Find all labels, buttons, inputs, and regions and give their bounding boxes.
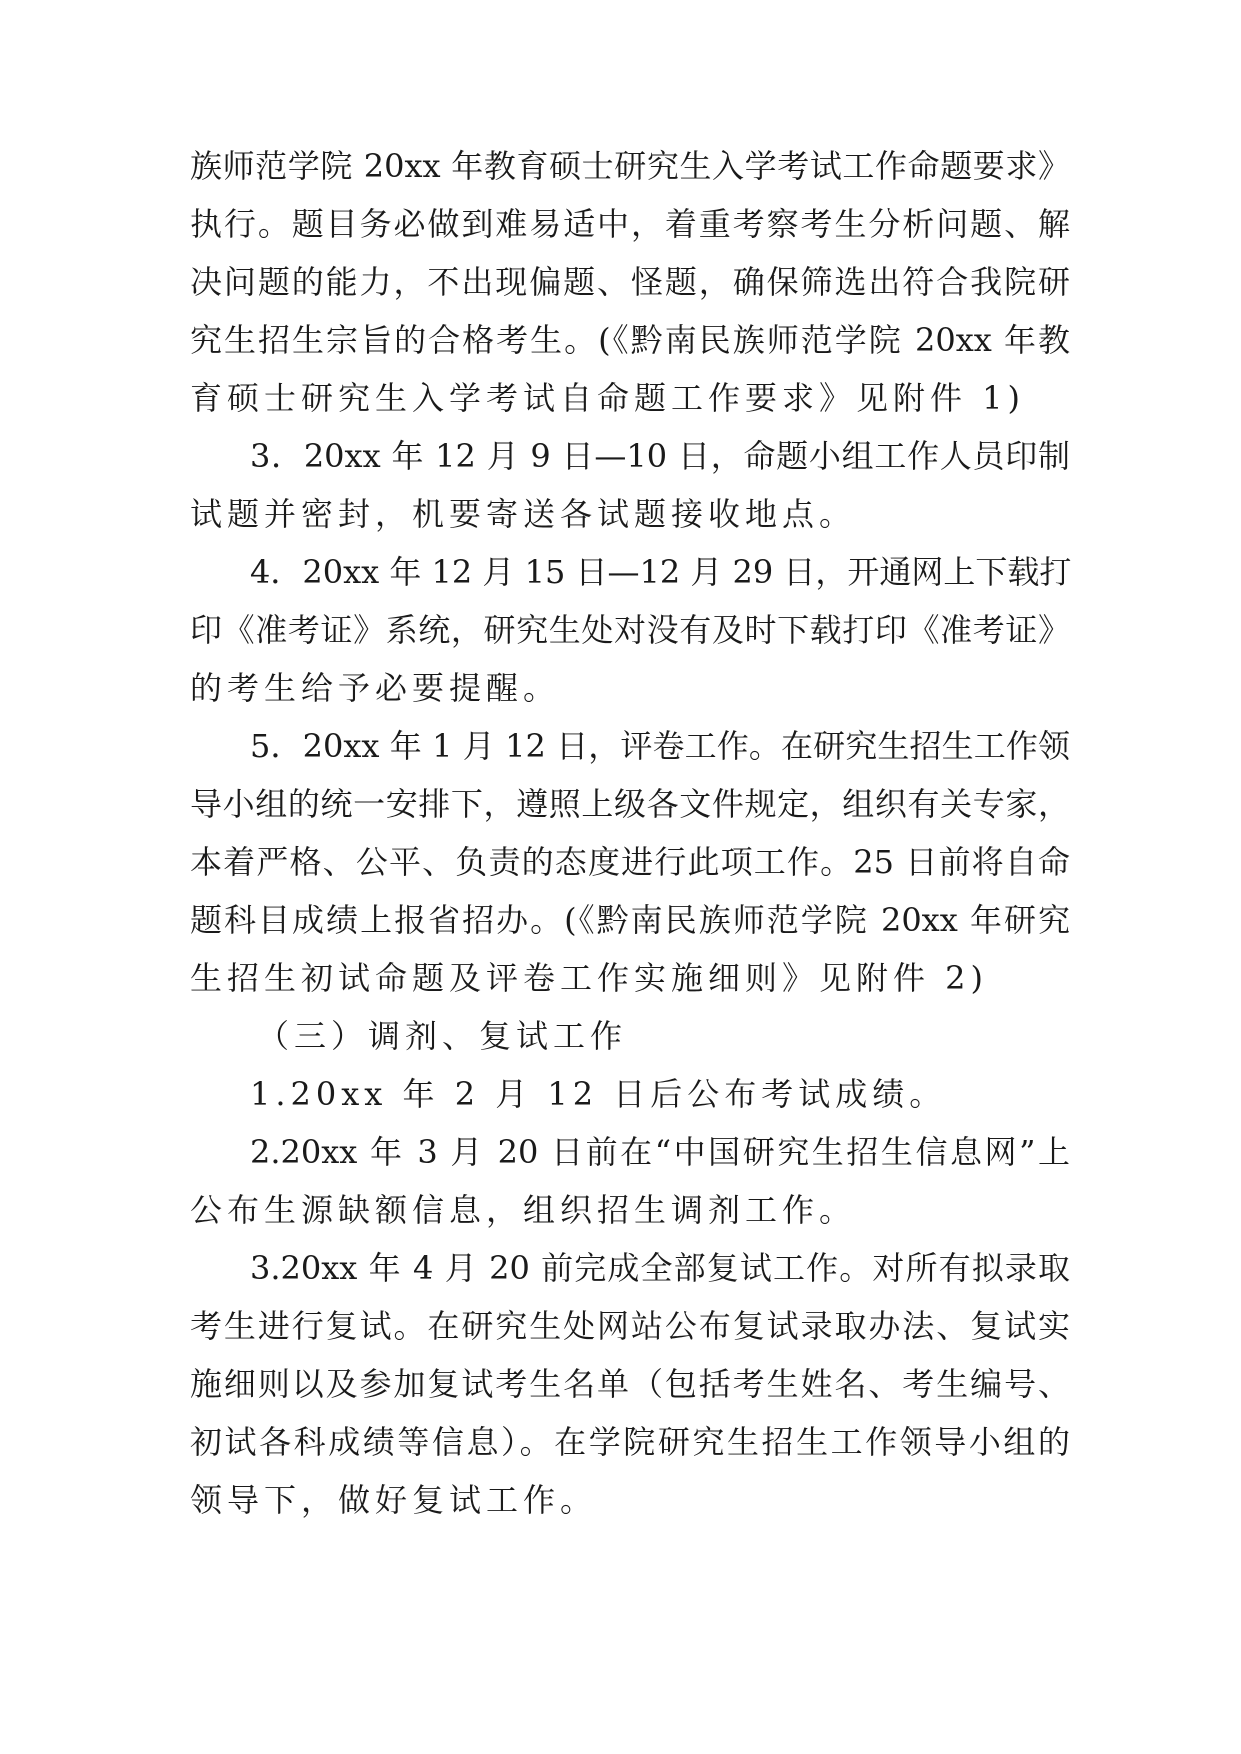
step-2-line-2: 公布生源缺额信息，组织招生调剂工作。 <box>190 1191 857 1229</box>
section-heading: （三）调剂、复试工作 <box>257 1017 628 1055</box>
paragraph-line-3: 决问题的能力，不出现偏题、怪题，确保筛选出符合我院研 <box>190 263 1070 301</box>
step-3-line-4: 初试各科成绩等信息）。在学院研究生招生工作领导小组的 <box>190 1423 1070 1461</box>
paragraph-line-5: 育硕士研究生入学考试自命题工作要求》见附件 1) <box>190 379 1026 417</box>
paragraph-line-1: 族师范学院 20xx 年教育硕士研究生入学考试工作命题要求》 <box>190 147 1070 185</box>
item-5-line-3: 本着严格、公平、负责的态度进行此项工作。25 日前将自命 <box>190 843 1070 881</box>
step-3-line-3: 施细则以及参加复试考生名单（包括考生姓名、考生编号、 <box>190 1365 1070 1403</box>
item-4-line-3: 的考生给予必要提醒。 <box>190 669 561 707</box>
item-5-line-2: 导小组的统一安排下，遵照上级各文件规定，组织有关专家， <box>190 785 1070 823</box>
item-5-line-5: 生招生初试命题及评卷工作实施细则》见附件 2) <box>190 959 989 997</box>
step-1-line-1: 1.20xx 年 2 月 12 日后公布考试成绩。 <box>250 1075 947 1113</box>
step-3-line-1: 3.20xx 年 4 月 20 前完成全部复试工作。对所有拟录取 <box>250 1249 1070 1287</box>
item-5-line-4: 题科目成绩上报省招办。(《黔南民族师范学院 20xx 年研究 <box>190 901 1070 939</box>
item-4-line-1: 4．20xx 年 12 月 15 日—12 月 29 日，开通网上下载打 <box>250 553 1072 591</box>
item-3-line-2: 试题并密封，机要寄送各试题接收地点。 <box>190 495 857 533</box>
step-2-line-1: 2.20xx 年 3 月 20 日前在“中国研究生招生信息网”上 <box>250 1133 1070 1171</box>
step-3-line-2: 考生进行复试。在研究生处网站公布复试录取办法、复试实 <box>190 1307 1070 1345</box>
item-4-line-2: 印《准考证》系统，研究生处对没有及时下载打印《准考证》 <box>190 611 1070 649</box>
item-5-line-1: 5．20xx 年 1 月 12 日，评卷工作。在研究生招生工作领 <box>250 727 1070 765</box>
paragraph-line-2: 执行。题目务必做到难易适中，着重考察考生分析问题、解 <box>190 205 1070 243</box>
step-3-line-5: 领导下，做好复试工作。 <box>190 1481 598 1519</box>
paragraph-line-4: 究生招生宗旨的合格考生。(《黔南民族师范学院 20xx 年教 <box>190 321 1070 359</box>
item-3-line-1: 3．20xx 年 12 月 9 日—10 日，命题小组工作人员印制 <box>250 437 1070 475</box>
